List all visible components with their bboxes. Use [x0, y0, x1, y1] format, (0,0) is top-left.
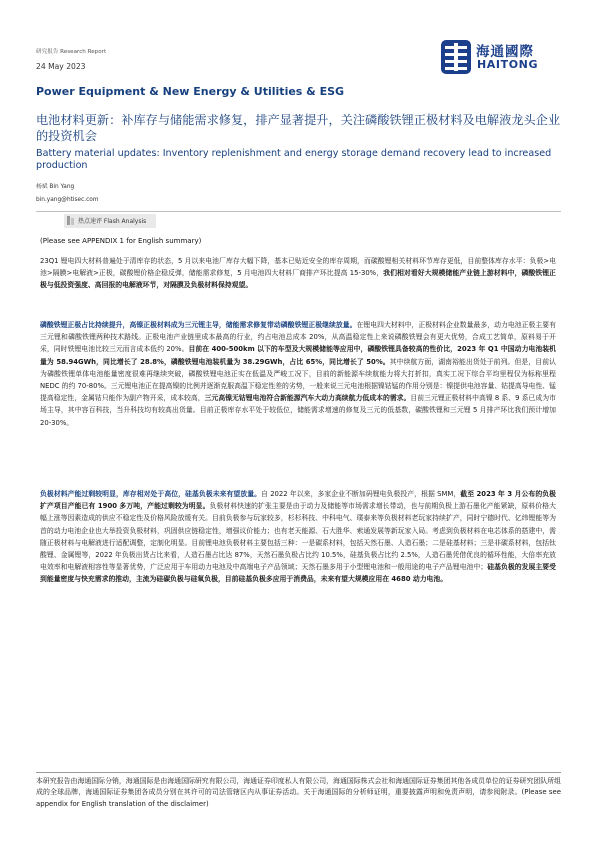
haitong-logo-icon [440, 39, 472, 75]
cathode-text-2: 其中续航方面，湖南裕能出货处于前列。但是，目前认为磷酸铁锂单体电池能量密度很难再继续突破，磷酸铁锂电池正实在低温及严峻工况下，目前的新能源车续航能力将大打折扣，真实工况下综合平均里程仅为标称里程 NEDC 的约 70-80%。三元锂电池正在提高镍的比例并逐渐克服高温下稳定性差的劣势，一般来说三元电池根据镍钴锰的作用分别是：镍提供电池容量、钴提高导电性、锰提高稳定性，金属钴只能作为副产物开采，成本较高， [40, 357, 556, 403]
section-divider [36, 211, 561, 212]
anode-heading: 负极材料产能过剩较明显，库存相对处于高位，硅基负极未来有望放量。 [40, 490, 262, 498]
haitong-logo [440, 38, 560, 78]
paragraph-anode [40, 488, 556, 586]
sector-title: Power Equipment & New Energy & Utilities & ESG [36, 85, 345, 98]
appendix-note: (Please see APPENDIX 1 for English summary) [40, 237, 202, 245]
paragraph-cathode [40, 319, 556, 429]
flash-icon [67, 216, 75, 225]
flash-analysis-label: 热点速评 Flash Analysis [78, 218, 147, 225]
logo-text-cn: 海通國際 [476, 44, 534, 60]
cathode-bold-1: 目前在 400-500km 以下的车型及大规模储能等应用中，磷酸铁锂具备较高的性价比，2023 年 Q1 中国动力电池装机量为 58.94GWh，同比增长了 28.8%，磷酸铁锂电池装机量为 38.29GWh，占比 65%，同比增长了 50%。 [40, 345, 556, 366]
report-title-en: Battery material updates: Inventory replenishment and energy storage demand recovery lead to increased production [36, 148, 552, 171]
report-type-label: 研究报告 Research Report [36, 49, 107, 55]
footer-disclaimer: 本研究报告由海通国际分销，海通国际是由海通国际研究有限公司，海通证券印度私人有限公司，海通国际株式会社和海通国际证券集团其他各成员单位的证券研究团队所组成的全球品牌，海通国际证券集团各成员分别在其许可的司法管辖区内从事证券活动。关于海通国际的分析师证明，重要披露声明和免责声明，请参阅附录。(Please see appendix for English translation of the disclaimer) [36, 777, 561, 808]
cathode-text-1: 在锂电四大材料中，正极材料企业数量最多，动力电池正极主要有三元锂和磷酸铁锂两种技术路线。正极电池产业链里成本最高的行业，约占电池总成本 20%，从高温稳定性上来说磷酸铁锂会有更大优势，合成工艺简单，原料易于开采，同时铁锂电池比较三元而言成本低约 20%。 [40, 321, 556, 354]
footer-divider [36, 772, 561, 773]
cathode-text-3: 目前三元锂正极材料中高镍 8 系、9 系已成为市场主导，其中容百科技，当升科技均有较高出货量。目前正极库存水平处于较低位，储能需求增速的修复及三元的低基数，碳酸铁锂和三元锂 5 月排产环比我们预计增加 20-30%。 [40, 394, 556, 427]
logo-text-en: HAITONG [477, 58, 539, 71]
report-title-cn: 电池材料更新：补库存与储能需求修复，排产显著提升，关注磷酸铁锂正极材料及电解液龙头企业的投资机会 [36, 113, 561, 143]
anode-text-1: 自 2022 年以来，多家企业不断加码锂电负极投产，根据 SMM， [261, 490, 461, 498]
anode-bold-1: 截至 2023 年 3 月公布的负极扩产项目产能已有 1900 多万吨，产能过剩较为明显。 [40, 490, 556, 511]
cathode-bold-2: 三元高镍无钴锂电池符合新能源汽车大动力高续航力低成本的需求。 [204, 394, 411, 403]
author-email[interactable]: bin.yang@htisec.com [36, 197, 99, 203]
anode-text-2: 负极材料快速的扩张主要是由于动力及储能等市场需求增长带动，也与前期负极上游石墨化产能紧缺，原料价格大幅上涨等因素造成的供应不稳定性及价格风险放缓有关。目前负极参与玩家较多，杉杉科技、中科电气、璞泰来等负极材料老玩家持续扩产，同时宁德时代、亿纬锂能等为首的动力电池企业也大举投资负极材料，巩固供应链稳定性，增强议价能力；也有老天能源、石大胜华、索通发展等新玩家入局。考虑到负极材料在电芯体系的搭建中，需随正极材料与电解液进行适配调整，定制化明显。目前锂电池负极材料主要包括三种：一是碳系材料，包括天然石墨、人造石墨；二是硅基材料；三是非碳系材料，包括钛酸锂、金属锂等，2022 年负极出货占比来看，人造石墨占比达 87%，天然石墨负极占比约 10.5%，硅基负极占比约 2.5%，人造石墨凭借优良的循环性能，大倍率充放电效率和电解液相容性等显著优势，广泛应用于车用动力电池及中高端电子产品领域；天然石墨多用于小型锂电池和一般用途的电子产品锂电池中； [40, 502, 556, 572]
summary-text: 23Q1 锂电四大材料普遍处于清库存的状态，5 月以来电池厂库存大幅下降，基本已贴近安全的库存周期，而碳酸锂相关材料环节库存更低，目前整体库存水平：负极>电池>隔膜>电解液>正极，碳酸锂价格企稳反弹，储能需求修复，5 月电池四大材料厂商排产环比提高 15-30%， [40, 257, 556, 278]
author-name: 杨斌 Bin Yang [36, 184, 75, 190]
paragraph-summary [40, 255, 556, 292]
report-date: 24 May 2023 [36, 62, 86, 71]
cathode-heading: 磷酸铁锂正极占比持续提升，高镍正极材料成为三元锂主导，储能需求修复带动磷酸铁锂正极继续放量。 [40, 321, 357, 329]
summary-bold-conclusion: 我们相对看好大规模储能产业链上游材料中，磷酸铁锂正极与低投资强度、高回报的电解液环节，对隔膜及负极材料保持观望。 [40, 269, 556, 290]
anode-bold-2: 硅基负极的发展主要受到能量密度与快充需求的推动，主流为硅碳负极与硅氧负极，目前硅基负极多应用于消费品，未来有望大规模应用在 4680 动力电池。 [40, 563, 556, 584]
